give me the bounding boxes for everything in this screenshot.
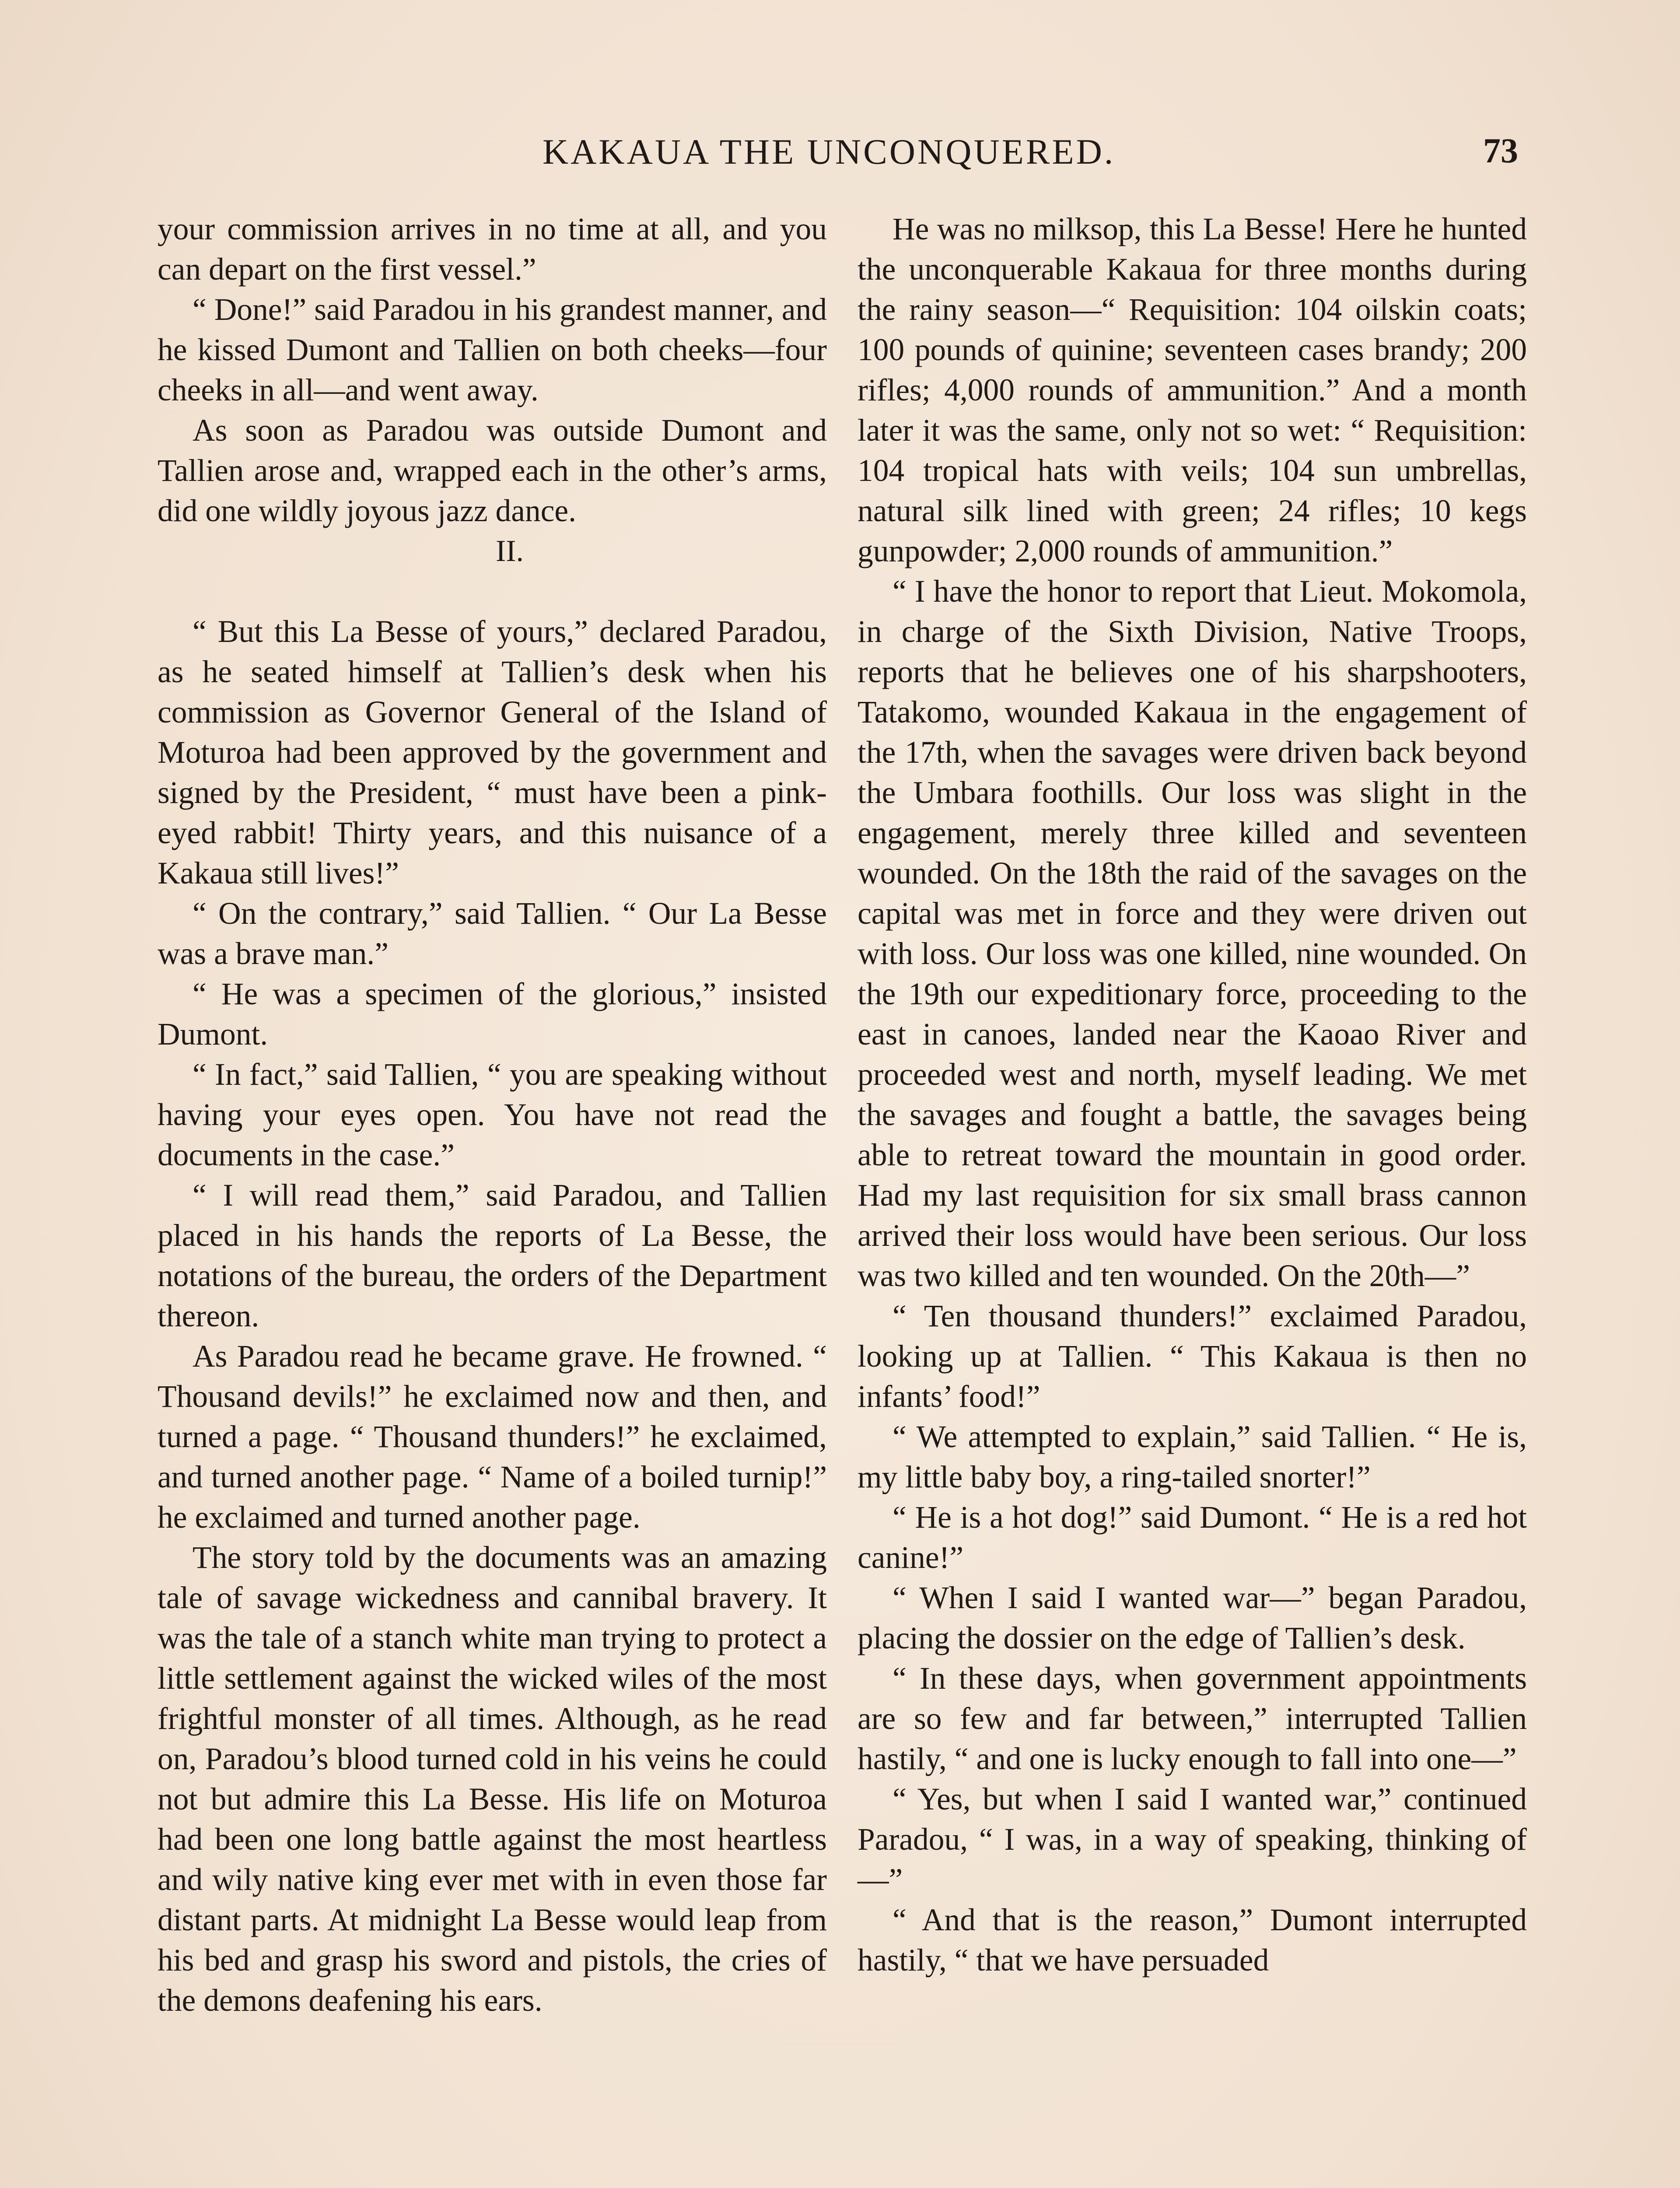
right-column bbox=[858, 209, 1527, 1981]
paragraph: “ When I said I wanted war—” began Paradou, placing the dossier on the edge of Tallien’s desk. bbox=[858, 1581, 1527, 1655]
paragraph: “ Ten thousand thunders!” exclaimed Paradou, looking up at Tallien. “ This Kakaua is then no infants’ food!” bbox=[858, 1299, 1527, 1414]
paragraph: As soon as Paradou was outside Dumont and Tallien arose and, wrapped each in the other’s arms, did one wildly joyous jazz dance. bbox=[158, 413, 827, 528]
paragraph: As Paradou read he became grave. He frowned. “ Thousand devils!” he exclaimed now and then, and turned a page. “ Thousand thunders!” he exclaimed, and turned another page. “ Name of a boiled turnip!” he exclaimed and turned another page. bbox=[158, 1339, 827, 1535]
paragraph: “ Yes, but when I said I wanted war,” continued Paradou, “ I was, in a way of speaking, thinking of—” bbox=[858, 1782, 1527, 1897]
running-header-title: KAKAUA THE UNCONQUERED. bbox=[542, 132, 1116, 172]
paragraph: “ But this La Besse of yours,” declared Paradou, as he seated himself at Tallien’s desk when his commission as Governor General of the Island of Moturoa had been approved by the government and signed by the President, “ must have been a pink-eyed rabbit! Thirty years, and this nuisance of a Kakaua still lives!” bbox=[158, 614, 827, 891]
section-heading: II. bbox=[495, 534, 524, 568]
paragraph: “ And that is the reason,” Dumont interrupted hastily, “ that we have persuaded bbox=[858, 1903, 1527, 1978]
paragraph: The story told by the documents was an amazing tale of savage wickedness and cannibal bravery. It was the tale of a stanch white man trying to protect a little settlement against the wicked wiles of the most frightful monster of all times. Although, as he read on, Paradou’s blood turned cold in his veins he could not but admire this La Besse. His life on Moturoa had been one long battle against the most heartless and wily native king ever met with in even those far distant parts. At midnight La Besse would leap from his bed and grasp his sword and pistols, the cries of the demons deafening his ears. bbox=[158, 1540, 827, 2018]
paragraph: “ In fact,” said Tallien, “ you are speaking without having your eyes open. You have not read the documents in the case.” bbox=[158, 1057, 827, 1172]
paragraph: your commission arrives in no time at all, and you can depart on the first vessel.” bbox=[158, 212, 827, 287]
paragraph: “ We attempted to explain,” said Tallien. “ He is, my little baby boy, a ring-tailed snorter!” bbox=[858, 1420, 1527, 1494]
paragraph: “ In these days, when government appointments are so few and far between,” interrupted Tallien hastily, “ and one is lucky enough to fall into one—” bbox=[858, 1661, 1527, 1776]
paragraph: “ I will read them,” said Paradou, and Tallien placed in his hands the reports of La Besse, the notations of the bureau, the orders of the Department thereon. bbox=[158, 1178, 827, 1333]
page-number: 73 bbox=[1483, 132, 1518, 170]
paragraph: “ He was a specimen of the glorious,” insisted Dumont. bbox=[158, 977, 827, 1052]
left-column bbox=[158, 209, 827, 2021]
paragraph: “ Done!” said Paradou in his grandest manner, and he kissed Dumont and Tallien on both cheeks—four cheeks in all—and went away. bbox=[158, 292, 827, 407]
paragraph: “ On the contrary,” said Tallien. “ Our La Besse was a brave man.” bbox=[158, 896, 827, 971]
paragraph: He was no milksop, this La Besse! Here he hunted the unconquerable Kakaua for three months during the rainy season—“ Requisition: 104 oilskin coats; 100 pounds of quinine; seventeen cases brandy; 200 rifles; 4,000 rounds of ammunition.” And a month later it was the same, only not so wet: “ Requisition: 104 tropical hats with veils; 104 sun umbrellas, natural silk lined with green; 24 rifles; 10 kegs gunpowder; 2,000 rounds of ammunition.” bbox=[858, 212, 1527, 568]
paragraph: “ I have the honor to report that Lieut. Mokomola, in charge of the Sixth Division, Native Troops, reports that he believes one of his sharpshooters, Tatakomo, wounded Kakaua in the engagement of the 17th, when the savages were driven back beyond the Umbara foothills. Our loss was slight in the engagement, merely three killed and seventeen wounded. On the 18th the raid of the savages on the capital was met in force and they were driven out with loss. Our loss was one killed, nine wounded. On the 19th our expeditionary force, proceeding to the east in canoes, landed near the Kaoao River and proceeded west and north, myself leading. We met the savages and fought a battle, the savages being able to retreat toward the mountain in good order. Had my last requisition for six small brass cannon arrived their loss would have been serious. Our loss was two killed and ten wounded. On the 20th—” bbox=[858, 574, 1527, 1293]
paragraph: “ He is a hot dog!” said Dumont. “ He is a red hot canine!” bbox=[858, 1500, 1527, 1575]
